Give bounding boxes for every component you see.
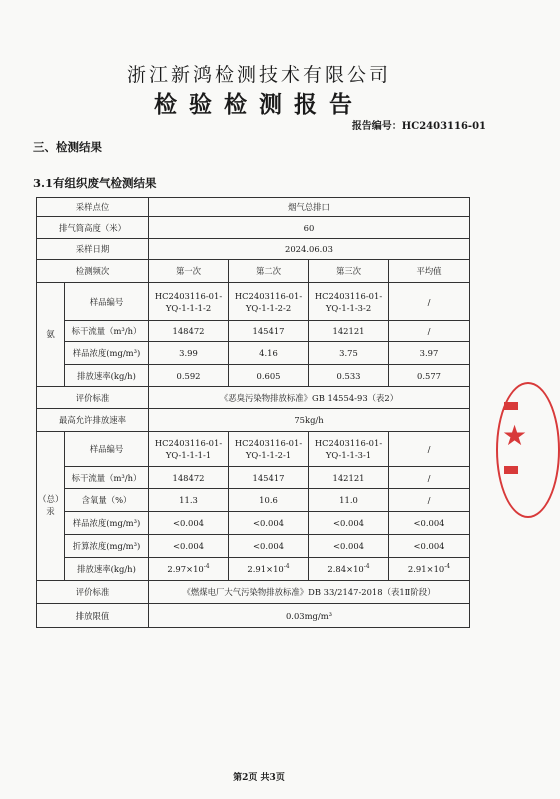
mercury-rate-1-exponent: -4 — [203, 563, 210, 571]
mercury-flow-average: / — [389, 467, 470, 489]
mercury-rate-label: 排放速率(kg/h) — [65, 558, 149, 581]
table-row — [37, 467, 470, 489]
mercury-conv-conc-average: <0.004 — [389, 535, 470, 558]
ammonia-sample-id-1: HC2403116-01-YQ-1-1-1-2 — [149, 283, 229, 321]
mercury-rate-2-exponent: -4 — [283, 563, 290, 571]
column-header-3: 第三次 — [309, 260, 389, 283]
mercury-sample-id-1: HC2403116-01-YQ-1-1-1-1 — [149, 432, 229, 467]
mercury-oxygen-2: 10.6 — [229, 489, 309, 512]
ammonia-category: 氨 — [37, 283, 65, 387]
ammonia-standard-label: 评价标准 — [37, 387, 149, 409]
table-row — [37, 321, 470, 342]
section-title: 三、检测结果 — [33, 140, 102, 154]
table-row — [37, 365, 470, 387]
report-number: 报告编号：HC2403116-01 — [351, 121, 486, 132]
ammonia-sample-id-average: / — [389, 283, 470, 321]
mercury-rate-3 — [309, 558, 389, 581]
mercury-oxygen-1: 11.3 — [149, 489, 229, 512]
mercury-flow-2: 145417 — [229, 467, 309, 489]
ammonia-sample-id-label: 样品编号 — [65, 283, 149, 321]
table-row — [37, 387, 470, 409]
mercury-sample-id-average: / — [389, 432, 470, 467]
mercury-flow-1: 148472 — [149, 467, 229, 489]
official-seal-partial — [496, 382, 560, 518]
column-header-average: 平均值 — [389, 260, 470, 283]
mercury-rate-2 — [229, 558, 309, 581]
ammonia-max-rate-label: 最高允许排放速率 — [37, 409, 149, 432]
mercury-rate-average-mantissa: 2.91×10 — [407, 564, 445, 574]
stack-height-label: 排气筒高度（米） — [37, 217, 149, 239]
table-row — [37, 198, 470, 217]
ammonia-flow-average: / — [389, 321, 470, 342]
mercury-sample-id-3: HC2403116-01-YQ-1-1-3-1 — [309, 432, 389, 467]
mercury-sample-id-2: HC2403116-01-YQ-1-1-2-1 — [229, 432, 309, 467]
stack-height-value: 60 — [149, 217, 470, 239]
ammonia-max-rate-value: 75kg/h — [149, 409, 470, 432]
ammonia-rate-3: 0.533 — [309, 365, 389, 387]
ammonia-conc-average: 3.97 — [389, 342, 470, 365]
report-title: 检验检测报告 — [154, 91, 364, 118]
table-row — [37, 604, 470, 628]
mercury-category — [37, 432, 65, 581]
mercury-limit-value: 0.03mg/m³ — [149, 604, 470, 628]
mercury-oxygen-label: 含氧量（%） — [65, 489, 149, 512]
ammonia-conc-2: 4.16 — [229, 342, 309, 365]
table-row — [37, 217, 470, 239]
mercury-rate-1-mantissa: 2.97×10 — [167, 564, 204, 574]
table-row — [37, 581, 470, 604]
mercury-flow-3: 142121 — [309, 467, 389, 489]
mercury-conc-1: <0.004 — [149, 512, 229, 535]
table-row — [37, 342, 470, 365]
ammonia-sample-id-3: HC2403116-01-YQ-1-1-3-2 — [309, 283, 389, 321]
table-row — [37, 512, 470, 535]
ammonia-standard-value: 《恶臭污染物排放标准》GB 14554-93（表2） — [149, 387, 470, 409]
mercury-conv-conc-label: 折算浓度(mg/m³) — [65, 535, 149, 558]
sampling-date-value: 2024.06.03 — [149, 239, 470, 260]
mercury-category-line2: 汞 — [46, 507, 55, 517]
mercury-rate-3-mantissa: 2.84×10 — [327, 564, 364, 574]
mercury-oxygen-3: 11.0 — [309, 489, 389, 512]
frequency-label: 检测频次 — [37, 260, 149, 283]
mercury-conc-label: 样品浓度(mg/m³) — [65, 512, 149, 535]
ammonia-flow-1: 148472 — [149, 321, 229, 342]
ammonia-conc-1: 3.99 — [149, 342, 229, 365]
mercury-rate-3-exponent: -4 — [363, 563, 370, 571]
seal-star-icon: ★ — [502, 419, 528, 452]
results-table — [36, 197, 470, 628]
mercury-standard-label: 评价标准 — [37, 581, 149, 604]
mercury-conv-conc-3: <0.004 — [309, 535, 389, 558]
mercury-rate-1 — [149, 558, 229, 581]
ammonia-sample-id-2: HC2403116-01-YQ-1-1-2-2 — [229, 283, 309, 321]
table-row — [37, 489, 470, 512]
mercury-conc-average: <0.004 — [389, 512, 470, 535]
mercury-oxygen-average: / — [389, 489, 470, 512]
mercury-sample-id-label: 样品编号 — [65, 432, 149, 467]
mercury-flow-label: 标干流量（m³/h） — [65, 467, 149, 489]
mercury-conc-2: <0.004 — [229, 512, 309, 535]
table-row — [37, 409, 470, 432]
seal-text-mark — [504, 402, 518, 410]
mercury-rate-average — [389, 558, 470, 581]
ammonia-rate-1: 0.592 — [149, 365, 229, 387]
ammonia-flow-label: 标干流量（m³/h） — [65, 321, 149, 342]
subsection-title: 3.1有组织废气检测结果 — [33, 176, 157, 190]
ammonia-conc-3: 3.75 — [309, 342, 389, 365]
ammonia-rate-2: 0.605 — [229, 365, 309, 387]
seal-text-mark — [504, 466, 518, 474]
table-row — [37, 239, 470, 260]
table-row — [37, 260, 470, 283]
mercury-category-line1: （总） — [38, 495, 64, 505]
sampling-point-value: 烟气总排口 — [149, 198, 470, 217]
table-row — [37, 558, 470, 581]
company-name: 浙江新鸿检测技术有限公司 — [126, 64, 391, 86]
mercury-standard-value: 《燃煤电厂大气污染物排放标准》DB 33/2147-2018（表1Ⅱ阶段） — [149, 581, 470, 604]
mercury-rate-average-exponent: -4 — [444, 563, 451, 571]
table-row — [37, 535, 470, 558]
sampling-point-label: 采样点位 — [37, 198, 149, 217]
ammonia-conc-label: 样品浓度(mg/m³) — [65, 342, 149, 365]
ammonia-flow-3: 142121 — [309, 321, 389, 342]
column-header-2: 第二次 — [229, 260, 309, 283]
mercury-rate-2-mantissa: 2.91×10 — [247, 564, 284, 574]
mercury-conv-conc-1: <0.004 — [149, 535, 229, 558]
sampling-date-label: 采样日期 — [37, 239, 149, 260]
table-row — [37, 432, 470, 467]
column-header-1: 第一次 — [149, 260, 229, 283]
mercury-conc-3: <0.004 — [309, 512, 389, 535]
ammonia-rate-average: 0.577 — [389, 365, 470, 387]
mercury-conv-conc-2: <0.004 — [229, 535, 309, 558]
ammonia-flow-2: 145417 — [229, 321, 309, 342]
table-row — [37, 283, 470, 321]
mercury-limit-label: 排放限值 — [37, 604, 149, 628]
ammonia-rate-label: 排放速率(kg/h) — [65, 365, 149, 387]
page-footer: 第2页 共3页 — [233, 773, 285, 783]
